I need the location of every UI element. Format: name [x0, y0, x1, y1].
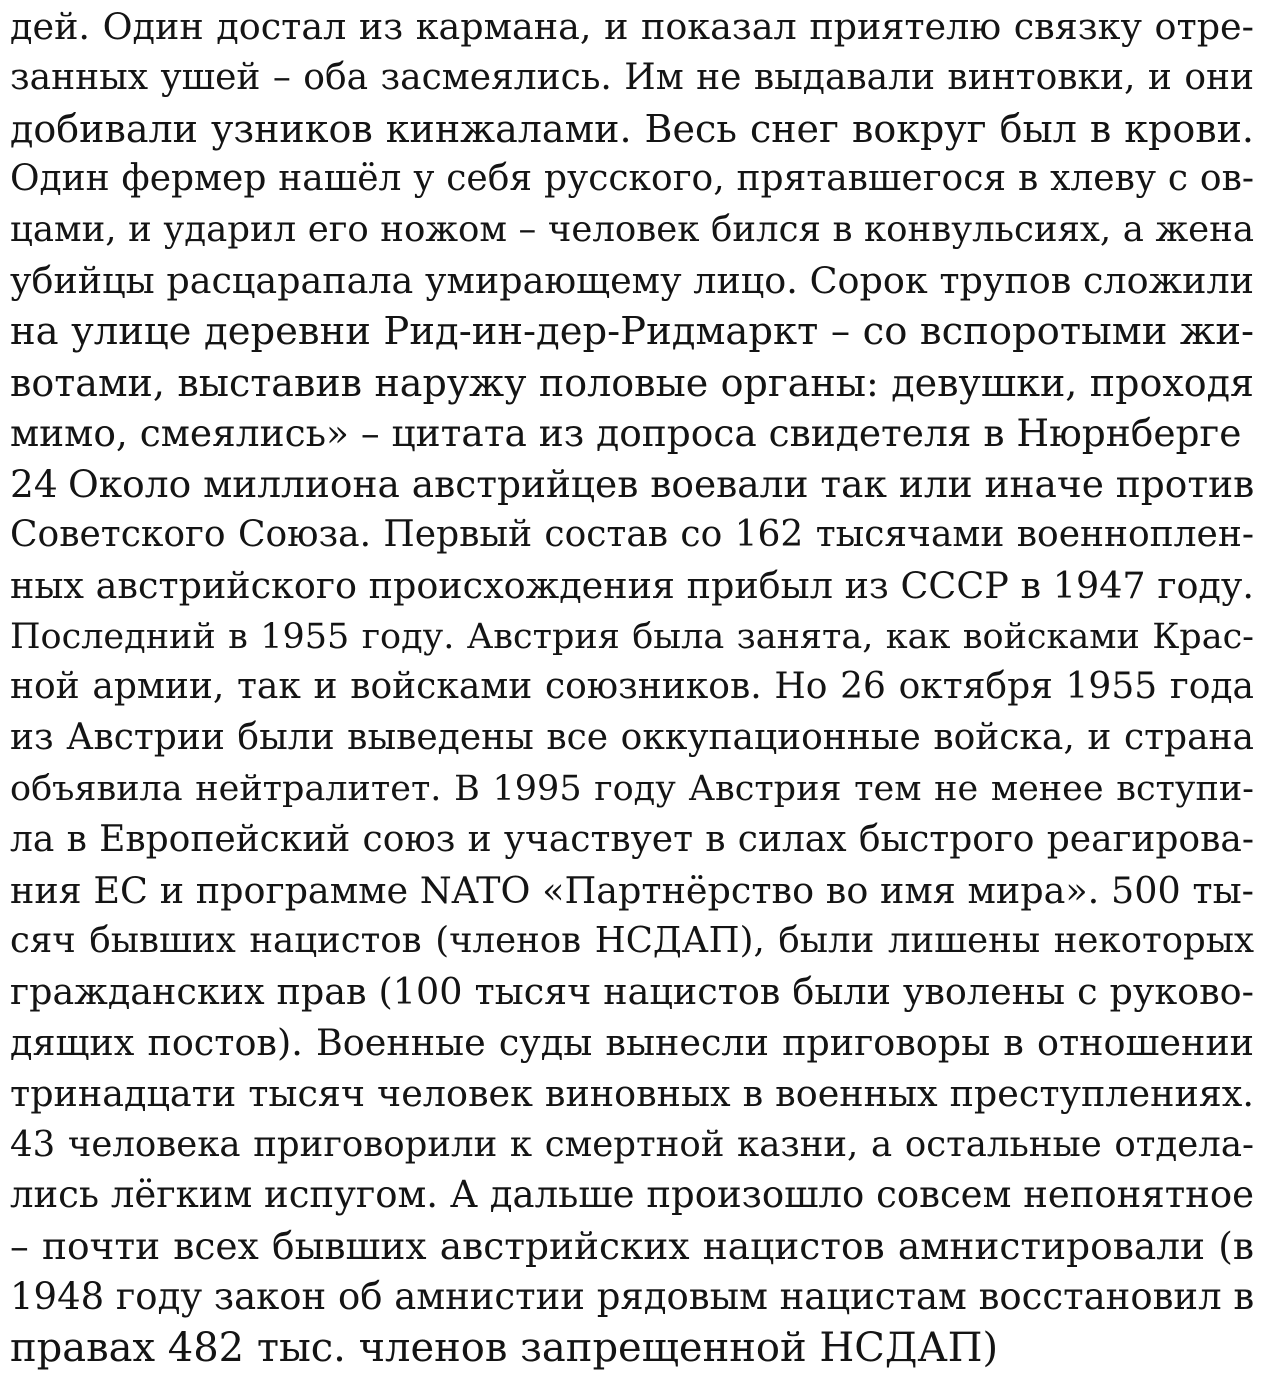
- document-page: [10, 2, 1254, 1374]
- text-line: занных ушей – оба засмеялись. Им не выдавали винтовки, и они: [10, 56, 1254, 98]
- text-line-last: мимо, смеялись» – цитата из допроса свидетеля в Нюрнберге: [10, 411, 1242, 456]
- footnote-24: [10, 459, 1254, 1373]
- footnote-first-line-text: Около миллиона австрийцев воевали так или иначе против: [68, 462, 1254, 507]
- text-line: гражданских прав (100 тысяч нацистов были уволены с руково-: [10, 970, 1254, 1014]
- text-line: тринадцати тысяч человек виновных в военных преступлениях.: [10, 1071, 1254, 1115]
- text-line: на улице деревни Рид-ин-дер-Ридмаркт – со вспоротыми жи-: [10, 308, 1254, 354]
- text-line: Советского Союза. Первый состав со 162 тысячами военноплен-: [10, 513, 1254, 555]
- footnote-number: 24: [10, 462, 58, 507]
- text-line: Последний в 1955 году. Австрия была занята, как войсками Крас-: [10, 616, 1254, 657]
- text-line: сяч бывших нацистов (членов НСДАП), были лишены некоторых: [10, 920, 1254, 962]
- text-line: ной армии, так и войсками союзников. Но 26 октября 1955 года: [10, 666, 1254, 708]
- paragraph-continued: [10, 2, 1254, 459]
- text-line: 43 человека приговорили к смертной казни, а остальные отдела-: [10, 1123, 1254, 1165]
- text-line: из Австрии были выведены все оккупационные войска, и страна: [10, 717, 1254, 759]
- text-line: ния ЕС и программе NATO «Партнёрство во имя мира». 500 ты-: [10, 868, 1254, 912]
- text-line-last: правах 482 тыс. членов запрещенной НСДАП): [10, 1324, 999, 1371]
- text-line: – почти всех бывших австрийских нацистов амнистировали (в: [10, 1224, 1254, 1269]
- text-line: дящих постов). Военные суды вынесли приговоры в отношении: [10, 1020, 1254, 1064]
- text-line: добивали узников кинжалами. Весь снег вокруг был в крови.: [10, 106, 1254, 151]
- footnote-first-line: [10, 459, 1254, 510]
- text-line: убийцы расцарапала умирающему лицо. Сорок трупов сложили: [10, 258, 1254, 302]
- text-line: дей. Один достал из кармана, и показал приятелю связку отре-: [10, 5, 1254, 48]
- text-line: Один фермер нашёл у себя русского, прятавшегося в хлеву с ов-: [10, 158, 1254, 200]
- text-line: лись лёгким испугом. А дальше произошло совсем непонятное: [10, 1173, 1254, 1217]
- text-line: объявила нейтралитет. В 1995 году Австрия тем не менее вступи-: [10, 768, 1254, 809]
- text-line: ла в Европейский союз и участвует в силах быстрого реагирова-: [10, 818, 1254, 860]
- text-line: вотами, выставив наружу половые органы: девушки, проходя: [10, 360, 1254, 405]
- text-line: 1948 году закон об амнистии рядовым нацистам восстановил в: [10, 1274, 1254, 1318]
- text-line: цами, и ударил его ножом – человек бился в конвульсиях, а жена: [10, 209, 1254, 251]
- text-line: ных австрийского происхождения прибыл из СССР в 1947 году.: [10, 563, 1254, 607]
